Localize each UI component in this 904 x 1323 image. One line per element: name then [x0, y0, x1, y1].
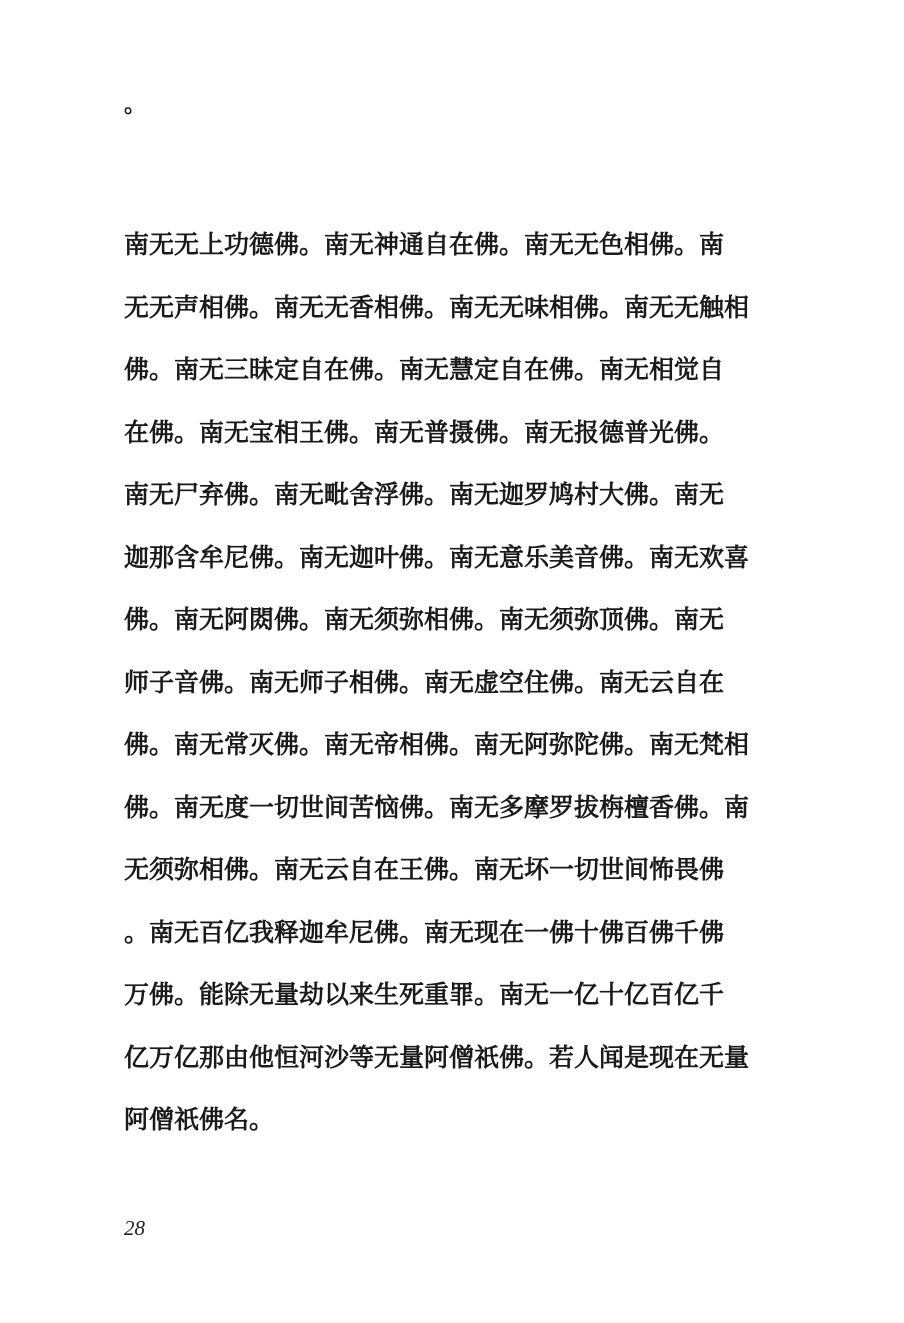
- text-line: 阿僧祇佛名。: [124, 1105, 275, 1134]
- text-line: 万佛。能除无量劫以来生死重罪。南无一亿十亿百亿千: [124, 980, 725, 1009]
- text-line: 师子音佛。南无师子相佛。南无虚空住佛。南无云自在: [124, 667, 725, 697]
- text-line: 亿万亿那由他恒河沙等无量阿僧祇佛。若人闻是现在无量: [124, 1042, 750, 1072]
- text-line: 南无尸弃佛。南无毗舍浮佛。南无迦罗鸠村大佛。南无: [124, 480, 725, 509]
- text-line: 在佛。南无宝相王佛。南无普摄佛。南无报德普光佛。: [124, 417, 725, 447]
- sutra-text-body: [124, 224, 750, 1162]
- text-line: 佛。南无度一切世间苦恼佛。南无多摩罗拔栴檀香佛。南: [124, 792, 750, 822]
- text-line: 南无无上功德佛。南无神通自在佛。南无无色相佛。南: [124, 230, 725, 259]
- text-line: 佛。南无三昧定自在佛。南无慧定自在佛。南无相觉自: [124, 355, 725, 384]
- text-line: 无须弥相佛。南无云自在王佛。南无坏一切世间怖畏佛: [124, 855, 725, 884]
- text-line: 佛。南无阿閦佛。南无须弥相佛。南无须弥顶佛。南无: [124, 605, 725, 634]
- text-line: 佛。南无常灭佛。南无帝相佛。南无阿弥陀佛。南无梵相: [124, 730, 750, 759]
- text-line: 迦那含牟尼佛。南无迦叶佛。南无意乐美音佛。南无欢喜: [124, 542, 750, 572]
- text-line: 。南无百亿我释迦牟尼佛。南无现在一佛十佛百佛千佛: [124, 917, 725, 947]
- text-line: 无无声相佛。南无无香相佛。南无无味相佛。南无无触相: [124, 292, 750, 322]
- page-number: 28: [124, 1216, 145, 1240]
- leading-punctuation: 。: [124, 92, 147, 118]
